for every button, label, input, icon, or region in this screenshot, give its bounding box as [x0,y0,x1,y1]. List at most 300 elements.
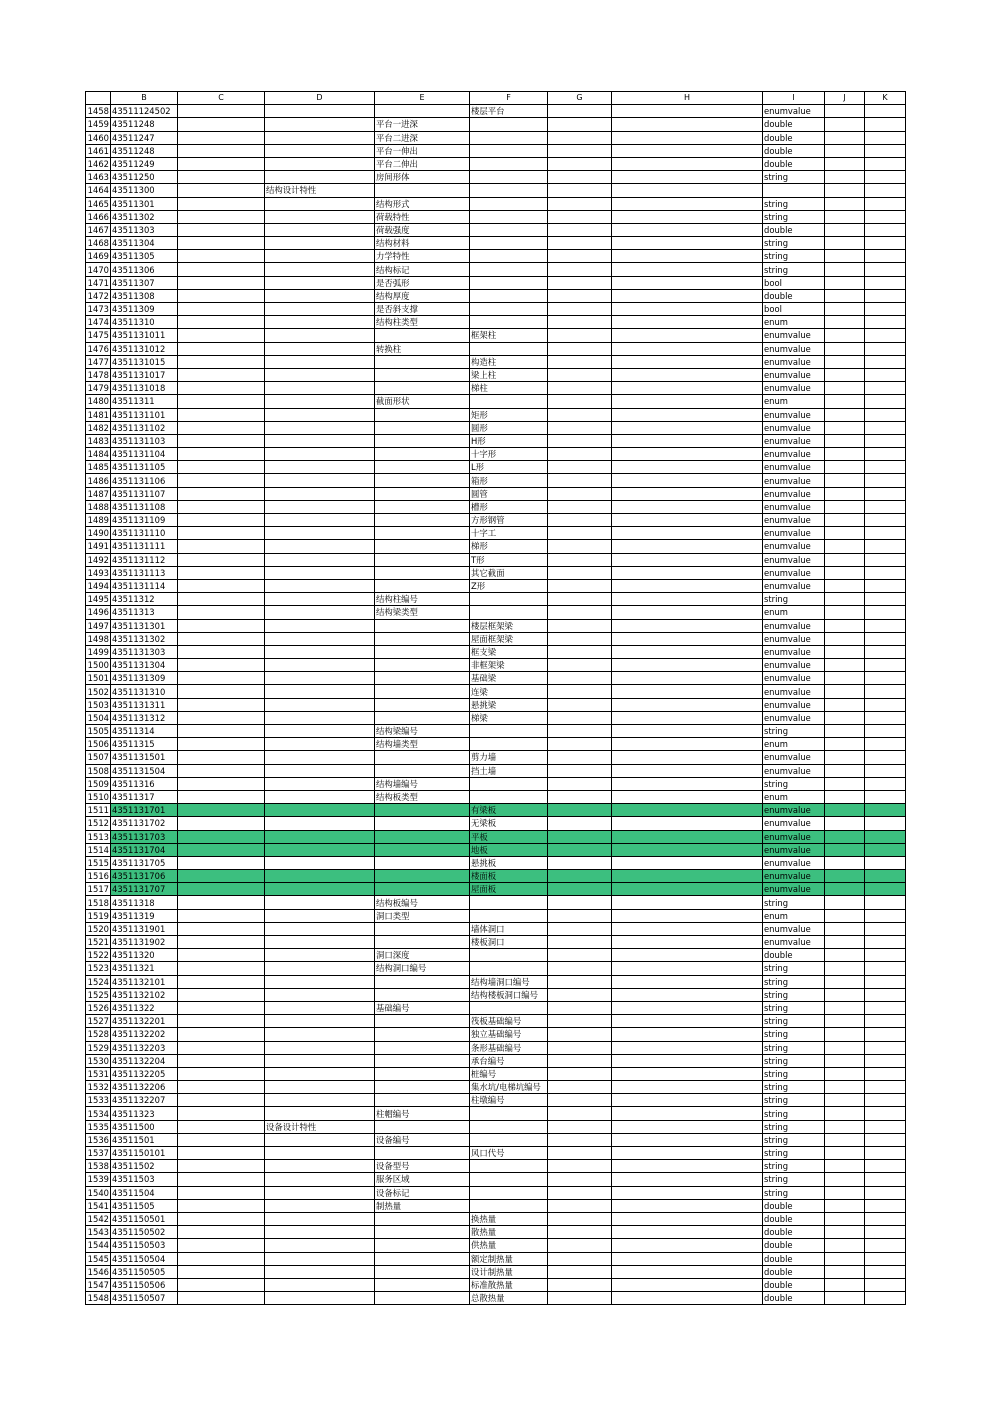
cell-j[interactable] [825,725,865,738]
cell-g[interactable] [548,1028,612,1041]
row-number[interactable]: 1479 [86,382,111,395]
cell-e[interactable] [375,685,470,698]
row-number[interactable]: 1465 [86,197,111,210]
cell-c[interactable] [178,975,265,988]
cell-f[interactable] [470,289,548,302]
cell-code[interactable]: 43511303 [111,223,178,236]
cell-g[interactable] [548,514,612,527]
cell-j[interactable] [825,856,865,869]
cell-d[interactable] [265,408,375,421]
cell-c[interactable] [178,1041,265,1054]
cell-c[interactable] [178,171,265,184]
cell-g[interactable] [548,487,612,500]
cell-j[interactable] [825,131,865,144]
cell-d[interactable] [265,922,375,935]
cell-h[interactable] [612,540,763,553]
cell-e[interactable]: 洞口类型 [375,909,470,922]
cell-e[interactable] [375,105,470,118]
cell-f[interactable] [470,606,548,619]
row-number[interactable]: 1541 [86,1199,111,1212]
cell-h[interactable] [612,843,763,856]
cell-j[interactable] [825,764,865,777]
cell-j[interactable] [825,790,865,803]
cell-type[interactable]: string [763,777,825,790]
cell-d[interactable] [265,1252,375,1265]
cell-h[interactable] [612,817,763,830]
cell-type[interactable]: enumvalue [763,685,825,698]
cell-f[interactable]: 条形基础编号 [470,1041,548,1054]
cell-h[interactable] [612,1067,763,1080]
row-number[interactable]: 1545 [86,1252,111,1265]
cell-type[interactable]: string [763,263,825,276]
cell-f[interactable]: 额定制热量 [470,1252,548,1265]
cell-j[interactable] [825,830,865,843]
cell-j[interactable] [825,1041,865,1054]
cell-j[interactable] [825,355,865,368]
cell-k[interactable] [865,1226,906,1239]
cell-type[interactable]: string [763,1081,825,1094]
cell-e[interactable] [375,514,470,527]
row-number[interactable]: 1509 [86,777,111,790]
row-number[interactable]: 1472 [86,289,111,302]
cell-type[interactable]: string [763,725,825,738]
cell-type[interactable]: enumvalue [763,355,825,368]
row-number[interactable]: 1534 [86,1107,111,1120]
cell-code[interactable]: 4351150507 [111,1292,178,1305]
cell-h[interactable] [612,1054,763,1067]
cell-e[interactable]: 设备型号 [375,1160,470,1173]
cell-code[interactable]: 4351131112 [111,553,178,566]
cell-code[interactable]: 4351131108 [111,500,178,513]
cell-j[interactable] [825,962,865,975]
cell-k[interactable] [865,263,906,276]
cell-h[interactable] [612,790,763,803]
cell-d[interactable] [265,883,375,896]
row-number[interactable]: 1531 [86,1067,111,1080]
cell-e[interactable] [375,487,470,500]
cell-k[interactable] [865,711,906,724]
cell-g[interactable] [548,896,612,909]
row-number[interactable]: 1487 [86,487,111,500]
cell-j[interactable] [825,1212,865,1225]
cell-f[interactable] [470,237,548,250]
cell-e[interactable] [375,1054,470,1067]
cell-g[interactable] [548,131,612,144]
cell-j[interactable] [825,368,865,381]
row-number[interactable]: 1485 [86,461,111,474]
cell-code[interactable]: 4351131702 [111,817,178,830]
cell-c[interactable] [178,487,265,500]
cell-e[interactable] [375,355,470,368]
cell-c[interactable] [178,1133,265,1146]
cell-h[interactable] [612,434,763,447]
cell-h[interactable] [612,448,763,461]
cell-type[interactable]: double [763,1199,825,1212]
cell-j[interactable] [825,777,865,790]
cell-j[interactable] [825,685,865,698]
cell-h[interactable] [612,131,763,144]
cell-type[interactable]: string [763,1133,825,1146]
cell-e[interactable] [375,184,470,197]
cell-j[interactable] [825,1133,865,1146]
row-number[interactable]: 1516 [86,870,111,883]
cell-h[interactable] [612,975,763,988]
cell-k[interactable] [865,289,906,302]
cell-d[interactable] [265,223,375,236]
cell-code[interactable]: 4351131501 [111,751,178,764]
cell-code[interactable]: 43511309 [111,303,178,316]
cell-type[interactable]: enumvalue [763,514,825,527]
row-number[interactable]: 1484 [86,448,111,461]
cell-code[interactable]: 43511500 [111,1120,178,1133]
cell-code[interactable]: 43511316 [111,777,178,790]
cell-c[interactable] [178,118,265,131]
cell-code[interactable]: 4351132201 [111,1015,178,1028]
column-header-h[interactable]: H [612,92,763,105]
cell-c[interactable] [178,685,265,698]
cell-k[interactable] [865,395,906,408]
cell-e[interactable] [375,1278,470,1291]
cell-c[interactable] [178,131,265,144]
row-number[interactable]: 1469 [86,250,111,263]
cell-d[interactable] [265,896,375,909]
cell-type[interactable]: enumvalue [763,751,825,764]
cell-k[interactable] [865,1133,906,1146]
cell-d[interactable] [265,1265,375,1278]
cell-f[interactable]: 柱墩编号 [470,1094,548,1107]
cell-d[interactable] [265,738,375,751]
cell-c[interactable] [178,197,265,210]
cell-j[interactable] [825,909,865,922]
cell-code[interactable]: 43511501 [111,1133,178,1146]
cell-d[interactable] [265,368,375,381]
cell-code[interactable]: 43511300 [111,184,178,197]
column-header-c[interactable]: C [178,92,265,105]
cell-k[interactable] [865,896,906,909]
cell-j[interactable] [825,316,865,329]
cell-c[interactable] [178,1094,265,1107]
row-number[interactable]: 1543 [86,1226,111,1239]
row-number[interactable]: 1525 [86,988,111,1001]
cell-d[interactable] [265,1186,375,1199]
cell-code[interactable]: 4351131017 [111,368,178,381]
cell-type[interactable]: string [763,962,825,975]
cell-f[interactable]: 桩编号 [470,1067,548,1080]
cell-g[interactable] [548,988,612,1001]
row-number[interactable]: 1503 [86,698,111,711]
cell-type[interactable]: enumvalue [763,540,825,553]
cell-c[interactable] [178,553,265,566]
cell-e[interactable] [375,421,470,434]
cell-d[interactable] [265,830,375,843]
cell-d[interactable] [265,461,375,474]
cell-type[interactable]: double [763,1252,825,1265]
cell-c[interactable] [178,263,265,276]
cell-h[interactable] [612,830,763,843]
cell-h[interactable] [612,1278,763,1291]
cell-c[interactable] [178,777,265,790]
cell-type[interactable]: string [763,1186,825,1199]
cell-h[interactable] [612,751,763,764]
cell-k[interactable] [865,408,906,421]
cell-c[interactable] [178,843,265,856]
cell-j[interactable] [825,1081,865,1094]
cell-d[interactable] [265,1212,375,1225]
cell-j[interactable] [825,883,865,896]
cell-type[interactable]: enumvalue [763,764,825,777]
cell-h[interactable] [612,303,763,316]
cell-j[interactable] [825,1160,865,1173]
cell-code[interactable]: 4351131110 [111,527,178,540]
cell-h[interactable] [612,883,763,896]
cell-f[interactable]: 屋面板 [470,883,548,896]
cell-g[interactable] [548,685,612,698]
row-number[interactable]: 1511 [86,804,111,817]
row-number[interactable]: 1530 [86,1054,111,1067]
cell-f[interactable]: 框支梁 [470,645,548,658]
cell-e[interactable] [375,579,470,592]
cell-k[interactable] [865,316,906,329]
cell-j[interactable] [825,1186,865,1199]
cell-c[interactable] [178,896,265,909]
row-number[interactable]: 1490 [86,527,111,540]
cell-d[interactable] [265,817,375,830]
cell-j[interactable] [825,289,865,302]
cell-g[interactable] [548,975,612,988]
cell-c[interactable] [178,527,265,540]
cell-e[interactable]: 荷载特性 [375,210,470,223]
cell-j[interactable] [825,817,865,830]
cell-d[interactable] [265,1239,375,1252]
cell-e[interactable]: 平台二伸出 [375,157,470,170]
cell-h[interactable] [612,105,763,118]
cell-code[interactable]: 4351150506 [111,1278,178,1291]
row-number[interactable]: 1527 [86,1015,111,1028]
row-number[interactable]: 1467 [86,223,111,236]
cell-type[interactable]: double [763,1278,825,1291]
cell-type[interactable]: enumvalue [763,368,825,381]
cell-type[interactable]: enumvalue [763,382,825,395]
cell-f[interactable] [470,1173,548,1186]
cell-e[interactable]: 结构柱编号 [375,593,470,606]
cell-j[interactable] [825,711,865,724]
cell-c[interactable] [178,619,265,632]
cell-c[interactable] [178,500,265,513]
cell-k[interactable] [865,382,906,395]
cell-code[interactable]: 4351131011 [111,329,178,342]
cell-code[interactable]: 43511247 [111,131,178,144]
cell-type[interactable]: double [763,1239,825,1252]
cell-g[interactable] [548,1186,612,1199]
cell-k[interactable] [865,725,906,738]
cell-c[interactable] [178,184,265,197]
cell-j[interactable] [825,632,865,645]
cell-k[interactable] [865,1239,906,1252]
cell-g[interactable] [548,355,612,368]
cell-g[interactable] [548,1107,612,1120]
cell-f[interactable]: 挡土墙 [470,764,548,777]
cell-g[interactable] [548,263,612,276]
row-number[interactable]: 1547 [86,1278,111,1291]
row-number[interactable]: 1519 [86,909,111,922]
cell-type[interactable]: enumvalue [763,804,825,817]
cell-d[interactable]: 设备设计特性 [265,1120,375,1133]
cell-j[interactable] [825,184,865,197]
cell-type[interactable]: enumvalue [763,632,825,645]
cell-c[interactable] [178,1015,265,1028]
cell-d[interactable] [265,856,375,869]
cell-d[interactable] [265,540,375,553]
cell-c[interactable] [178,698,265,711]
cell-j[interactable] [825,500,865,513]
cell-g[interactable] [548,1252,612,1265]
cell-code[interactable]: 43511504 [111,1186,178,1199]
cell-d[interactable] [265,1173,375,1186]
cell-d[interactable] [265,210,375,223]
cell-code[interactable]: 43511503 [111,1173,178,1186]
cell-code[interactable]: 4351150101 [111,1147,178,1160]
cell-f[interactable]: 矩形 [470,408,548,421]
cell-type[interactable]: double [763,223,825,236]
cell-c[interactable] [178,804,265,817]
cell-h[interactable] [612,342,763,355]
cell-f[interactable] [470,303,548,316]
cell-d[interactable] [265,751,375,764]
cell-d[interactable] [265,579,375,592]
row-number[interactable]: 1518 [86,896,111,909]
cell-e[interactable] [375,975,470,988]
cell-h[interactable] [612,645,763,658]
row-number[interactable]: 1529 [86,1041,111,1054]
cell-e[interactable]: 结构墙类型 [375,738,470,751]
cell-c[interactable] [178,1028,265,1041]
cell-e[interactable] [375,698,470,711]
cell-e[interactable] [375,1212,470,1225]
cell-k[interactable] [865,975,906,988]
cell-f[interactable]: 方形钢管 [470,514,548,527]
cell-e[interactable]: 结构柱类型 [375,316,470,329]
cell-type[interactable]: double [763,131,825,144]
cell-d[interactable] [265,329,375,342]
cell-e[interactable]: 结构板编号 [375,896,470,909]
cell-h[interactable] [612,711,763,724]
cell-c[interactable] [178,1199,265,1212]
cell-e[interactable]: 服务区域 [375,1173,470,1186]
cell-c[interactable] [178,606,265,619]
cell-e[interactable]: 结构板类型 [375,790,470,803]
cell-d[interactable] [265,672,375,685]
cell-h[interactable] [612,659,763,672]
row-number[interactable]: 1524 [86,975,111,988]
cell-c[interactable] [178,461,265,474]
cell-k[interactable] [865,448,906,461]
cell-e[interactable] [375,711,470,724]
cell-j[interactable] [825,566,865,579]
cell-k[interactable] [865,157,906,170]
cell-k[interactable] [865,514,906,527]
cell-d[interactable] [265,434,375,447]
cell-k[interactable] [865,1015,906,1028]
row-number[interactable]: 1496 [86,606,111,619]
cell-code[interactable]: 43511249 [111,157,178,170]
cell-j[interactable] [825,1107,865,1120]
cell-f[interactable]: 非框架梁 [470,659,548,672]
cell-k[interactable] [865,685,906,698]
cell-code[interactable]: 43511322 [111,1001,178,1014]
cell-j[interactable] [825,144,865,157]
cell-j[interactable] [825,1067,865,1080]
cell-d[interactable] [265,237,375,250]
cell-c[interactable] [178,289,265,302]
cell-type[interactable]: enumvalue [763,461,825,474]
cell-k[interactable] [865,764,906,777]
cell-d[interactable] [265,1054,375,1067]
cell-d[interactable] [265,500,375,513]
cell-type[interactable]: bool [763,276,825,289]
row-number[interactable]: 1520 [86,922,111,935]
cell-f[interactable]: 梯形 [470,540,548,553]
cell-g[interactable] [548,527,612,540]
cell-g[interactable] [548,118,612,131]
cell-d[interactable] [265,395,375,408]
cell-j[interactable] [825,1226,865,1239]
cell-type[interactable]: enumvalue [763,566,825,579]
cell-g[interactable] [548,105,612,118]
cell-j[interactable] [825,210,865,223]
cell-h[interactable] [612,1094,763,1107]
cell-j[interactable] [825,395,865,408]
cell-h[interactable] [612,1292,763,1305]
cell-f[interactable]: 结构墙洞口编号 [470,975,548,988]
cell-d[interactable] [265,250,375,263]
cell-type[interactable]: string [763,237,825,250]
cell-type[interactable]: enumvalue [763,105,825,118]
cell-code[interactable]: 4351150505 [111,1265,178,1278]
cell-h[interactable] [612,1120,763,1133]
cell-e[interactable]: 设备编号 [375,1133,470,1146]
cell-j[interactable] [825,514,865,527]
cell-d[interactable] [265,619,375,632]
cell-e[interactable]: 结构墙编号 [375,777,470,790]
cell-code[interactable]: 43511250 [111,171,178,184]
cell-f[interactable]: 总散热量 [470,1292,548,1305]
cell-code[interactable]: 43511318 [111,896,178,909]
cell-k[interactable] [865,553,906,566]
cell-f[interactable]: 换热量 [470,1212,548,1225]
cell-e[interactable] [375,1015,470,1028]
cell-code[interactable]: 4351132203 [111,1041,178,1054]
cell-c[interactable] [178,579,265,592]
row-number[interactable]: 1488 [86,500,111,513]
row-number[interactable]: 1468 [86,237,111,250]
cell-type[interactable]: enumvalue [763,342,825,355]
cell-h[interactable] [612,738,763,751]
cell-f[interactable]: 梁上柱 [470,368,548,381]
cell-g[interactable] [548,1054,612,1067]
cell-g[interactable] [548,329,612,342]
cell-e[interactable] [375,382,470,395]
cell-j[interactable] [825,738,865,751]
column-header-d[interactable]: D [265,92,375,105]
cell-d[interactable] [265,118,375,131]
cell-d[interactable] [265,1094,375,1107]
cell-code[interactable]: 4351131109 [111,514,178,527]
cell-e[interactable]: 平台一伸出 [375,144,470,157]
cell-k[interactable] [865,540,906,553]
cell-type[interactable]: string [763,1173,825,1186]
cell-d[interactable] [265,1160,375,1173]
cell-h[interactable] [612,263,763,276]
